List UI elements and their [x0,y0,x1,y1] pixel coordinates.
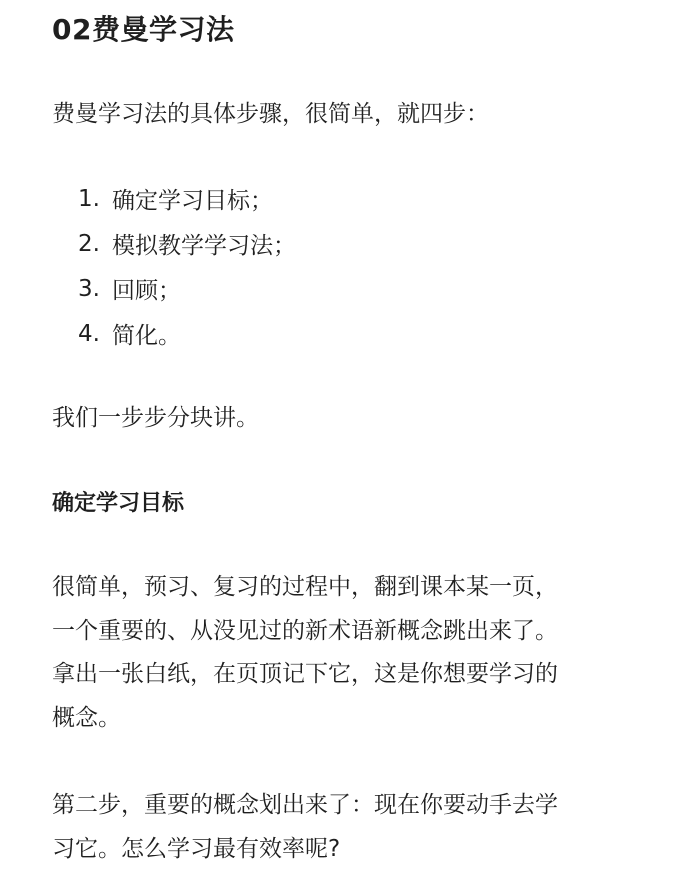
section-heading: 确定学习目标 [52,491,185,516]
intro-paragraph: 费曼学习法的具体步骤，很简单，就四步： [52,101,489,127]
paragraph-line: 一个重要的、从没见过的新术语新概念跳出来了。 [52,617,558,644]
list-item [78,266,296,311]
list-item-text: 回顾； [112,278,181,304]
list-item [78,221,296,266]
list-item-number: 3. [78,275,100,302]
list-item-number: 1. [78,185,100,212]
list-item-text: 确定学习目标； [112,188,273,214]
body-paragraph-1 [52,566,652,740]
list-item-number: 2. [78,230,100,257]
list-item [78,176,296,221]
list-item-number: 4. [78,320,100,347]
body-paragraph-2 [52,784,652,871]
paragraph-line: 很简单，预习、复习的过程中，翻到课本某一页， [52,574,558,600]
steps-list [78,176,296,356]
article-title: 02费曼学习法 [52,13,235,46]
paragraph-line: 概念。 [52,704,121,731]
paragraph-line: 第二步，重要的概念划出来了：现在你要动手去学 [52,792,558,818]
paragraph-line: 习它。怎么学习最有效率呢? [52,835,341,862]
list-item [78,311,296,356]
list-item-text: 模拟教学学习法； [112,233,296,259]
lead-paragraph: 我们一步步分块讲。 [52,405,259,431]
list-item-text: 简化。 [112,323,181,349]
paragraph-line: 拿出一张白纸，在页顶记下它，这是你想要学习的 [52,661,558,687]
